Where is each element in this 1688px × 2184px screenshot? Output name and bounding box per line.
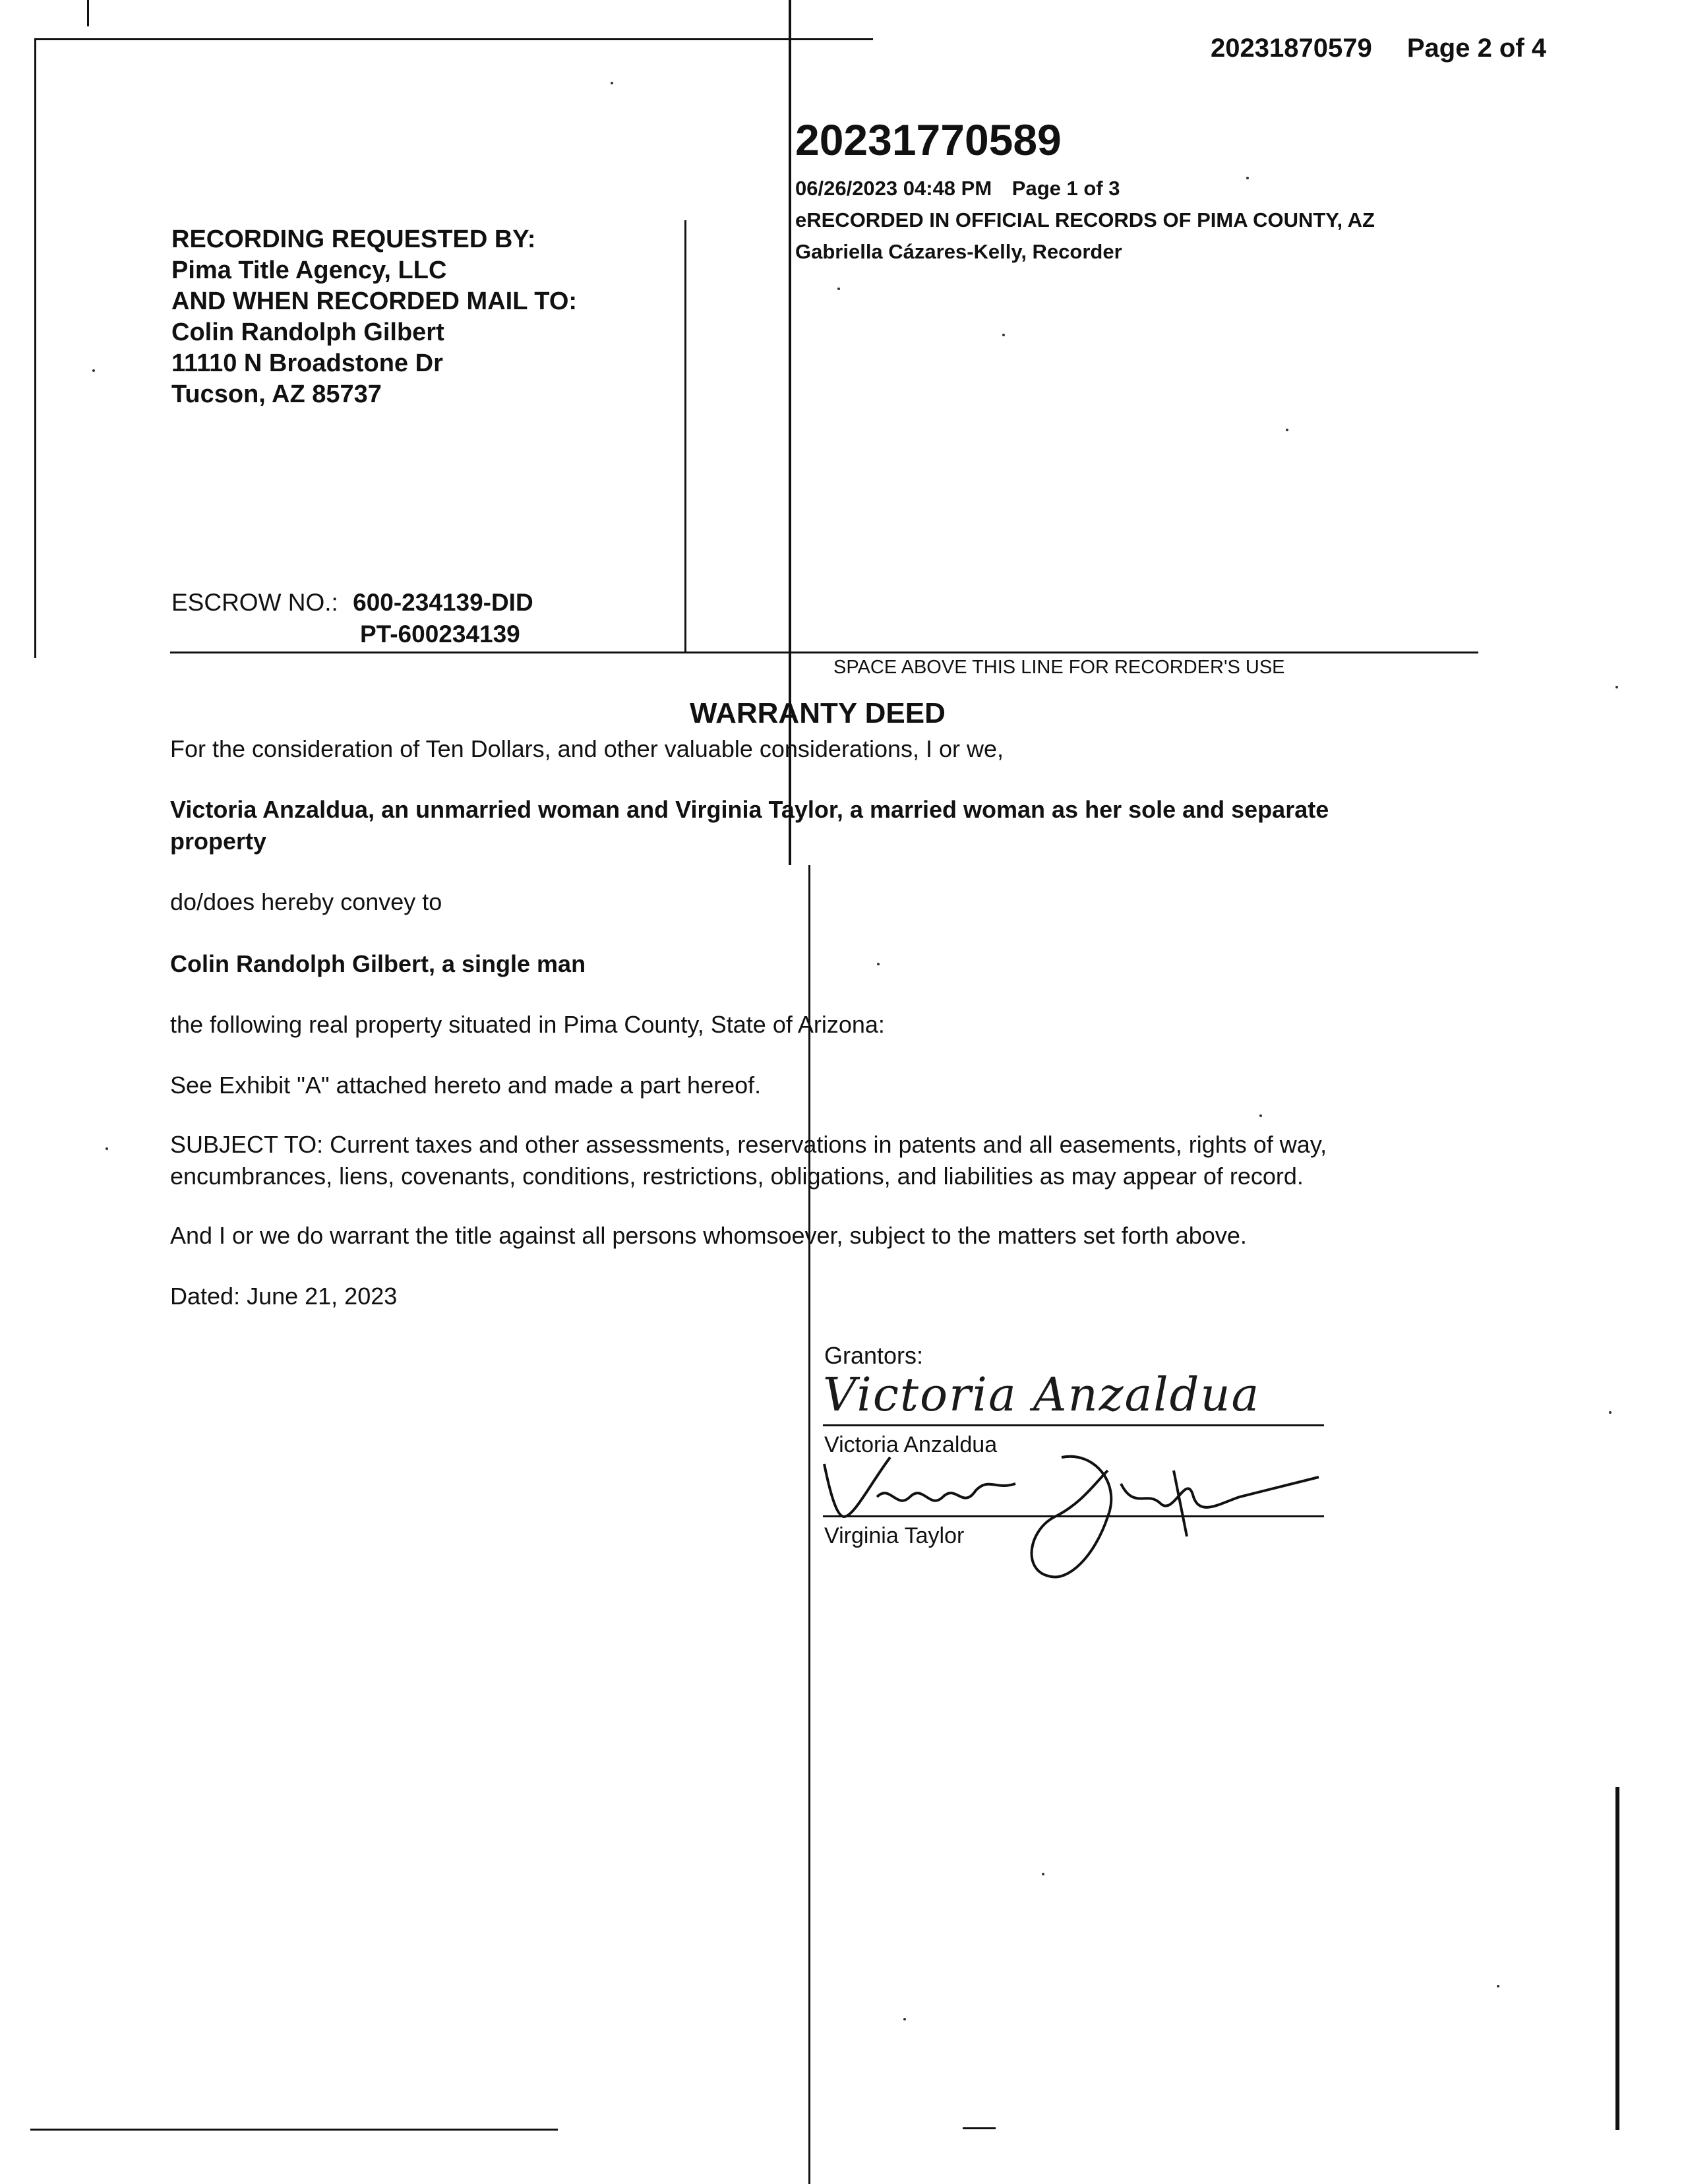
- space-above-note: SPACE ABOVE THIS LINE FOR RECORDER'S USE: [833, 657, 1285, 678]
- handwritten-signature-1: Victoria Anzaldua: [823, 1368, 1261, 1422]
- recorded-datetime: 06/26/2023 04:48 PM: [795, 177, 992, 200]
- scan-left-tick: [87, 0, 89, 26]
- escrow-label: ESCROW NO.:: [171, 589, 338, 616]
- scan-speck: [1615, 686, 1618, 688]
- dated-text: Dated: June 21, 2023: [170, 1283, 398, 1310]
- mail-to-name: Colin Randolph Gilbert: [171, 318, 444, 346]
- escrow-row: [171, 587, 533, 619]
- scan-right-edge-bar: [1615, 1787, 1619, 2130]
- grantee-text: Colin Randolph Gilbert, a single man: [170, 950, 586, 977]
- scan-speck: [1497, 1985, 1499, 1987]
- scan-speck: [837, 288, 840, 290]
- scan-speck: [106, 1147, 108, 1150]
- grantors-description: [170, 794, 1329, 857]
- scan-bottom-left-line: [30, 2129, 558, 2131]
- scan-speck: [1002, 334, 1005, 336]
- recording-box-divider: [684, 220, 686, 652]
- grantors-line-1: Victoria Anzaldua, an unmarried woman and Virginia Taylor, a married woman as her sole and separate: [170, 796, 1329, 823]
- scan-top-border: [34, 38, 873, 40]
- scan-speck: [903, 2018, 906, 2020]
- scan-fold-line-lower: [808, 865, 810, 2184]
- recorded-in-statement: eRECORDED IN OFFICIAL RECORDS OF PIMA COUNTY, AZ: [795, 208, 1375, 231]
- grantors-line-2: property: [170, 828, 267, 855]
- scan-speck: [1246, 177, 1249, 179]
- exhibit-text: See Exhibit "A" attached hereto and made a part hereof.: [170, 1072, 762, 1099]
- signature-line-1: [823, 1424, 1324, 1426]
- document-title: WARRANTY DEED: [690, 697, 946, 729]
- recorder-stamp-details: [795, 173, 1375, 268]
- scan-speck: [877, 963, 880, 965]
- scan-speck: [1286, 429, 1288, 431]
- warrant-text: And I or we do warrant the title against all persons whomsoever, subject to the matters set forth above.: [170, 1222, 1247, 1249]
- escrow-pt-number: PT-600234139: [360, 621, 520, 648]
- subject-to-text: [170, 1129, 1327, 1192]
- recorded-datetime-row: [795, 173, 1375, 204]
- scan-bottom-dash: [963, 2127, 996, 2129]
- signer-2-name: Virginia Taylor: [824, 1523, 965, 1548]
- recording-block: [171, 224, 577, 410]
- scribble-v: [824, 1457, 890, 1517]
- signature-victoria: [823, 1365, 1260, 1424]
- subject-line-1: SUBJECT TO: Current taxes and other assessments, reservations in patents and all easements, rights of way,: [170, 1131, 1327, 1158]
- mail-to-label: AND WHEN RECORDED MAIL TO:: [171, 288, 578, 315]
- page-indicator: Page 2 of 4: [1406, 34, 1547, 63]
- grantors-label: Grantors:: [824, 1342, 924, 1369]
- scan-left-border: [34, 38, 36, 658]
- consideration-text: For the consideration of Ten Dollars, and other valuable considerations, I or we,: [170, 735, 1004, 762]
- mail-to-city: Tucson, AZ 85737: [171, 380, 382, 408]
- escrow-block: [171, 587, 533, 650]
- convey-text: do/does hereby convey to: [170, 888, 442, 915]
- scan-speck: [1609, 1411, 1612, 1414]
- recorder-name: Gabriella Cázares-Kelly, Recorder: [795, 240, 1122, 263]
- escrow-number: 600-234139-DID: [353, 589, 533, 616]
- scan-speck: [1259, 1114, 1262, 1117]
- header: [1211, 32, 1546, 65]
- scan-speck: [92, 369, 95, 372]
- signer-1-name: Victoria Anzaldua: [824, 1432, 998, 1457]
- property-text: the following real property situated in Pima County, State of Arizona:: [170, 1011, 885, 1038]
- recorder-use-rule: [170, 652, 1478, 653]
- recording-requested-by: Pima Title Agency, LLC: [171, 257, 447, 284]
- scan-speck: [611, 82, 613, 84]
- recording-requested-label: RECORDING REQUESTED BY:: [171, 226, 536, 253]
- scribble-name: [877, 1484, 1015, 1501]
- subject-line-2: encumbrances, liens, covenants, conditions, restrictions, obligations, and liabilities as may appear of record.: [170, 1163, 1304, 1190]
- signature-line-2: [823, 1515, 1324, 1517]
- scribble-tail: [1121, 1477, 1319, 1507]
- scan-speck: [1042, 1873, 1044, 1875]
- recorder-fee-number: 20231770589: [795, 115, 1062, 164]
- document-reference-number: 20231870579: [1211, 34, 1372, 63]
- mail-to-street: 11110 N Broadstone Dr: [171, 349, 443, 377]
- scribble-stroke: [1174, 1471, 1187, 1536]
- recorded-page: Page 1 of 3: [1011, 177, 1120, 200]
